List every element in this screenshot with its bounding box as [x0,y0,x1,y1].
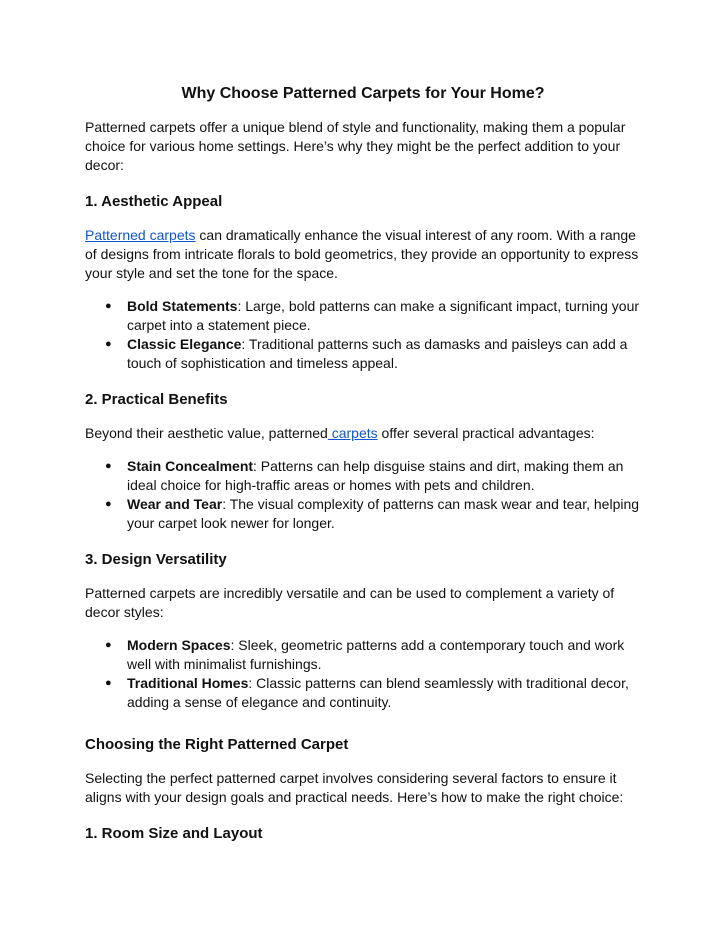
list-item [85,457,641,495]
patterned-carpets-link[interactable]: Patterned carpets [85,227,196,243]
list-item-term: Wear and Tear [127,496,223,512]
section-heading-aesthetic-appeal: 1. Aesthetic Appeal [85,193,223,210]
list-item-term: Traditional Homes [127,675,249,691]
aesthetic-appeal-list [85,297,641,373]
list-item [85,636,641,674]
bullet-icon: ● [105,677,112,689]
list-item-text: : Classic patterns can blend seamlessly with traditional decor, adding a sense of elegance and continuity. [127,675,629,710]
list-item-text: : Patterns can help disguise stains and dirt, making them an ideal choice for high-traffic areas or homes with pets and children. [127,458,624,493]
document-title: Why Choose Patterned Carpets for Your Home? [181,85,545,102]
practical-benefits-paragraph [85,424,641,443]
choosing-carpet-paragraph: Selecting the perfect patterned carpet involves considering several factors to ensure it aligns with your design goals and practical needs. Here’s how to make the right choice: [85,770,624,805]
list-item-term: Bold Statements [127,298,238,314]
design-versatility-paragraph: Patterned carpets are incredibly versatile and can be used to complement a variety of decor styles: [85,585,615,620]
list-item [85,495,641,533]
list-item-term: Classic Elegance [127,336,242,352]
carpets-link[interactable]: carpets [327,425,378,441]
practical-benefits-pre: Beyond their aesthetic value, patterned [85,425,328,441]
section-heading-choosing-carpet: Choosing the Right Patterned Carpet [85,736,349,753]
bullet-icon: ● [105,460,112,472]
bullet-icon: ● [105,300,112,312]
aesthetic-appeal-paragraph [85,226,641,283]
list-item-text: : Traditional patterns such as damasks and paisleys can add a touch of sophistication and timeless appeal. [127,336,628,371]
list-item-text: : Large, bold patterns can make a significant impact, turning your carpet into a statement piece. [127,298,640,333]
design-versatility-list [85,636,641,712]
bullet-icon: ● [105,338,112,350]
list-item [85,297,641,335]
list-item-term: Stain Concealment [127,458,254,474]
list-item [85,335,641,373]
list-item-text: : The visual complexity of patterns can mask wear and tear, helping your carpet look newer for longer. [127,496,640,531]
section-heading-room-size: 1. Room Size and Layout [85,825,263,842]
list-item-text: : Sleek, geometric patterns add a contemporary touch and work well with minimalist furnishings. [127,637,625,672]
practical-benefits-post: offer several practical advantages: [377,425,595,441]
practical-benefits-list [85,457,641,533]
bullet-icon: ● [105,498,112,510]
aesthetic-appeal-text: can dramatically enhance the visual interest of any room. With a range of designs from intricate florals to bold geometrics, they provide an opportunity to express your style and set the tone for the space. [85,227,639,281]
list-item [85,674,641,712]
intro-paragraph: Patterned carpets offer a unique blend of style and functionality, making them a popular choice for various home settings. Here’s why they might be the perfect addition to your decor: [85,119,626,173]
section-heading-practical-benefits: 2. Practical Benefits [85,391,228,408]
list-item-term: Modern Spaces [127,637,231,653]
document-body [85,84,641,844]
section-heading-design-versatility: 3. Design Versatility [85,551,227,568]
bullet-icon: ● [105,639,112,651]
